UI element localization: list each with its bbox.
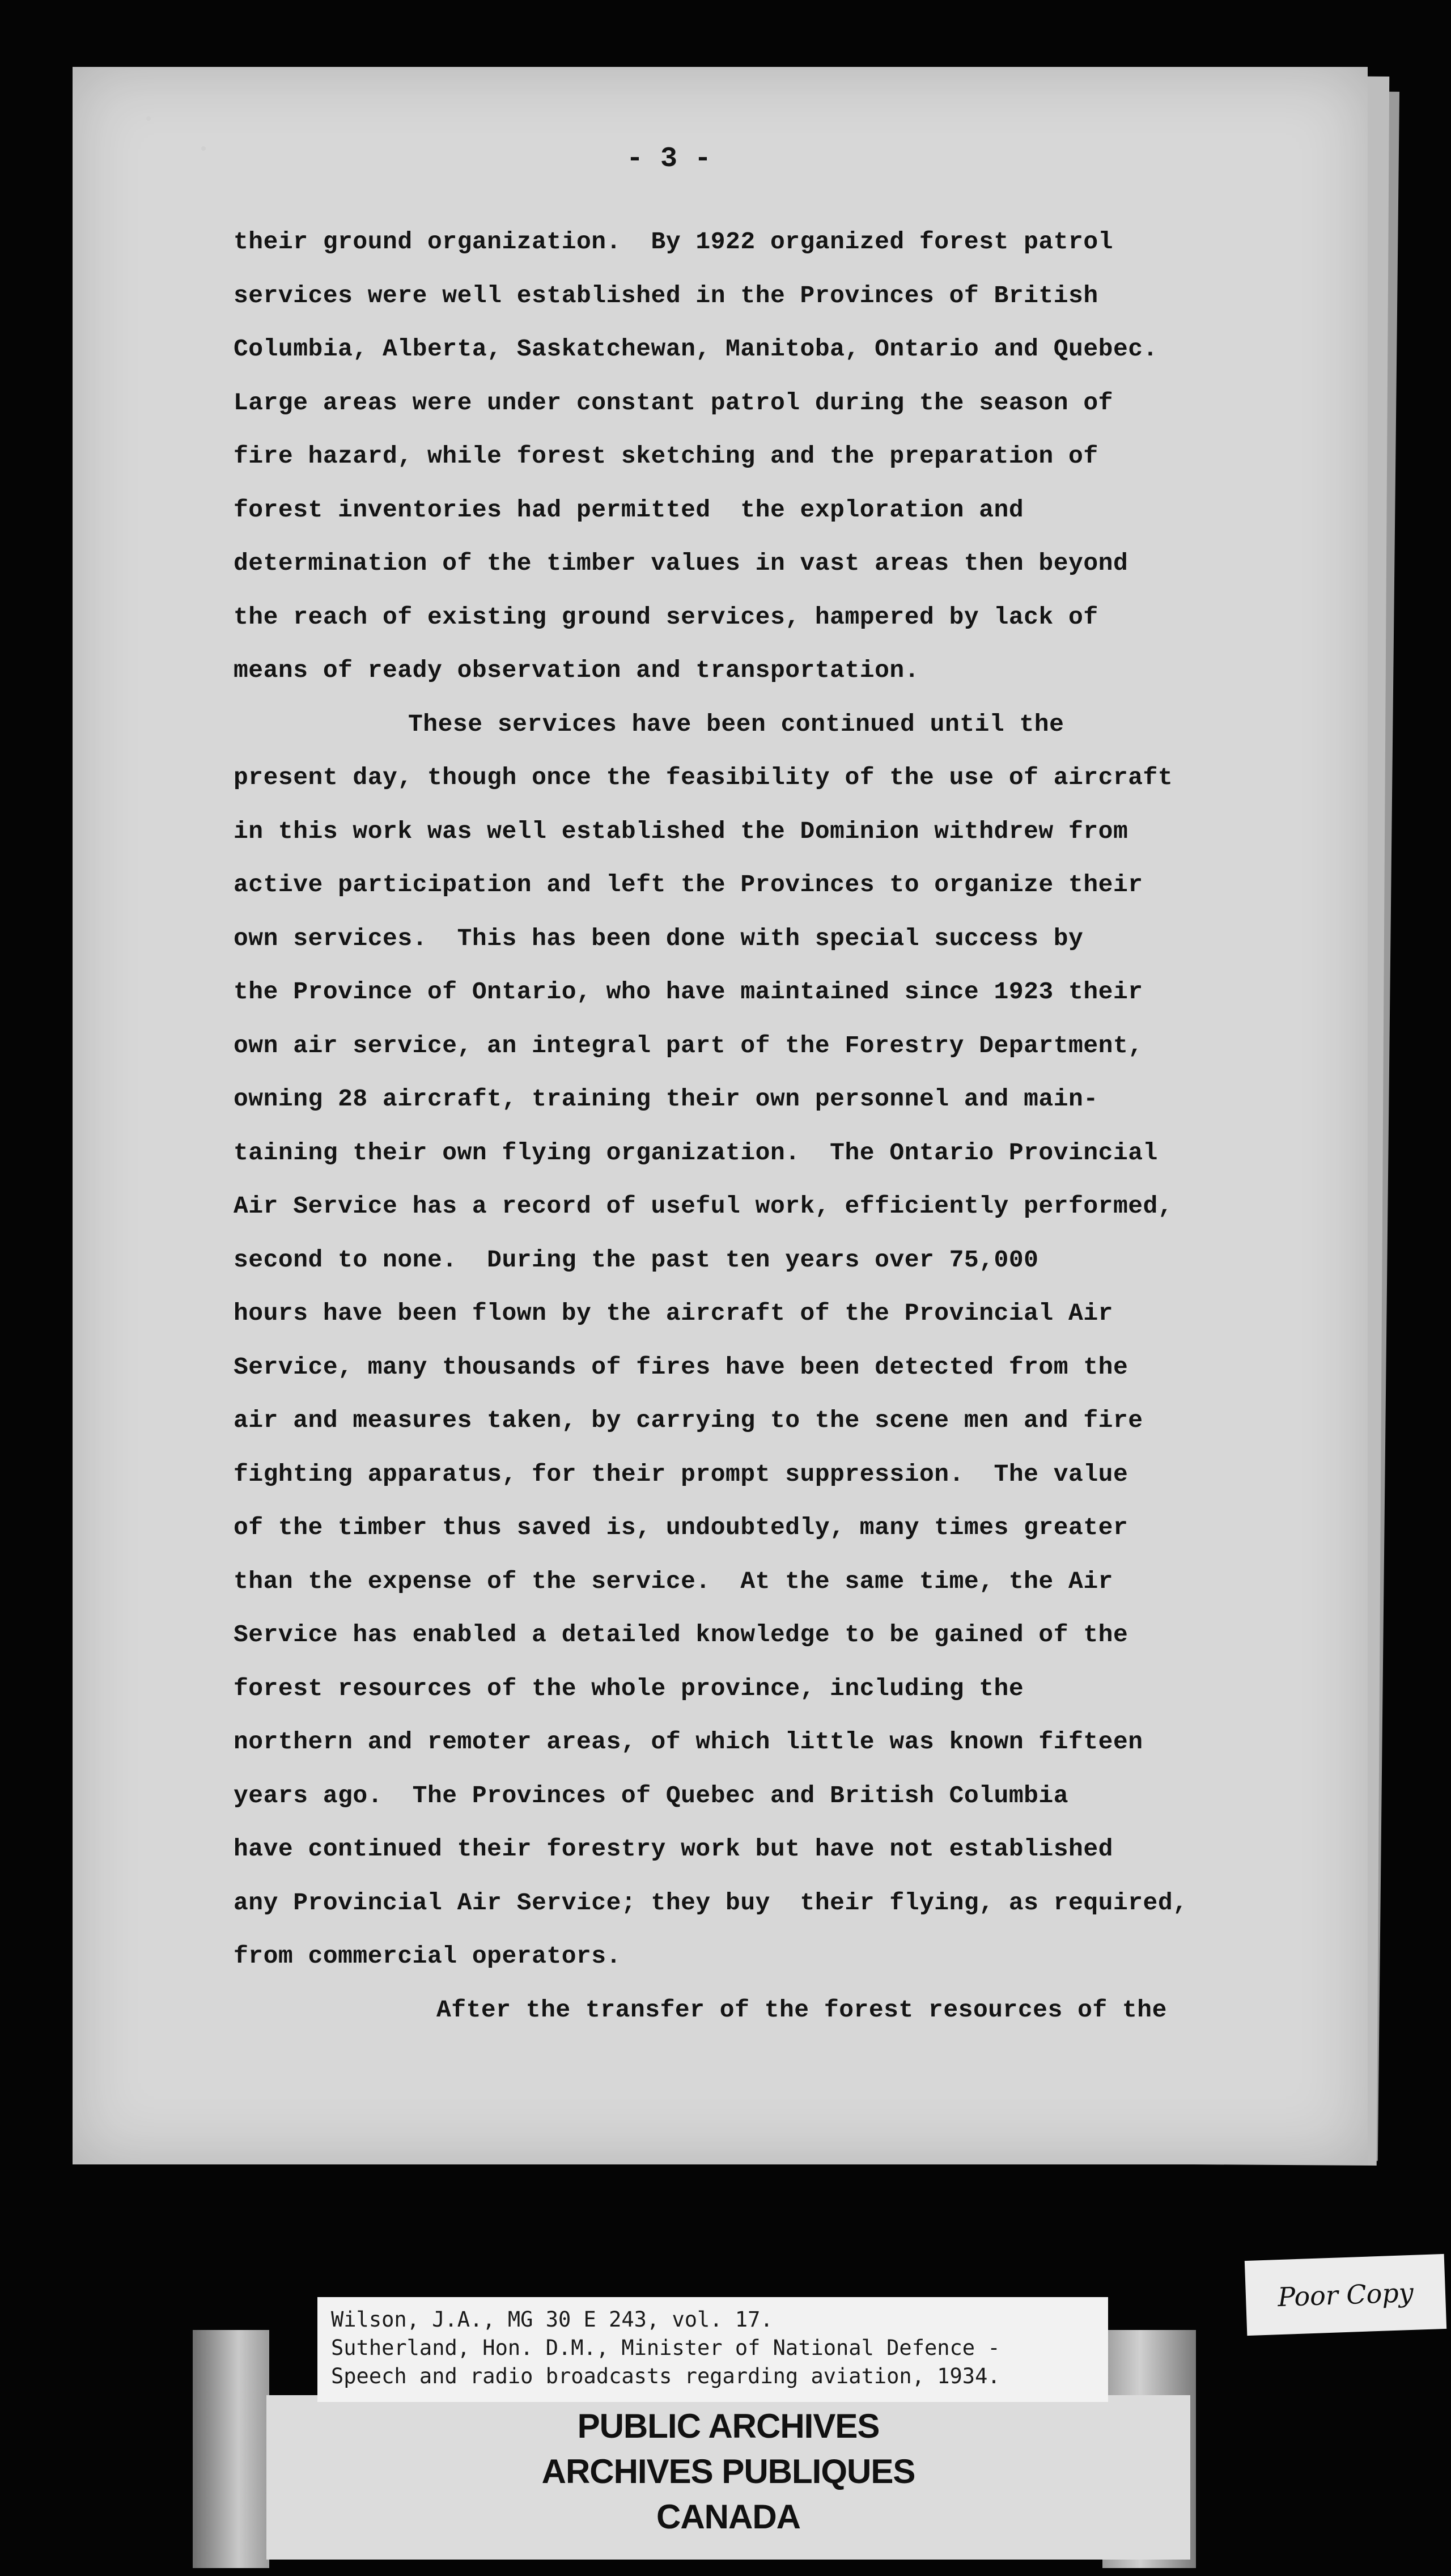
text-line: These services have been continued until the: [408, 710, 1064, 738]
stamp-line-3: CANADA: [656, 2498, 800, 2536]
text-line: air and measures taken, by carrying to the scene men and fire: [234, 1406, 1143, 1434]
text-line: means of ready observation and transportation.: [234, 656, 919, 684]
text-line: from commercial operators.: [234, 1942, 621, 1970]
label-line-3: Speech and radio broadcasts regarding aviation, 1934.: [331, 2364, 1000, 2388]
text-line: fire hazard, while forest sketching and the preparation of: [234, 442, 1098, 470]
text-line: hours have been flown by the aircraft of the Provincial Air: [234, 1299, 1113, 1327]
text-line: After the transfer of the forest resources of the: [436, 1995, 1167, 2024]
text-line: forest inventories had permitted the exploration and: [234, 495, 1024, 524]
text-line: years ago. The Provinces of Quebec and British Columbia: [234, 1781, 1069, 1810]
text-line: present day, though once the feasibility of the use of aircraft: [234, 764, 1173, 791]
binder-clip-left: [193, 2330, 269, 2568]
archive-stamp: [266, 2395, 1190, 2560]
text-line: active participation and left the Provinces to organize their: [234, 871, 1143, 899]
label-line-2: Sutherland, Hon. D.M., Minister of National Defence -: [331, 2336, 1000, 2360]
text-line: in this work was well established the Dominion withdrew from: [234, 817, 1128, 845]
text-line: than the expense of the service. At the same time, the Air: [234, 1567, 1113, 1595]
poor-copy-note: Poor Copy: [1245, 2254, 1446, 2336]
text-line: have continued their forestry work but have not established: [234, 1835, 1113, 1863]
text-line: Service, many thousands of fires have been detected from the: [234, 1353, 1128, 1381]
label-line-1: Wilson, J.A., MG 30 E 243, vol. 17.: [331, 2307, 773, 2332]
stamp-line-1: PUBLIC ARCHIVES: [577, 2407, 880, 2445]
archive-reference-label: [317, 2297, 1108, 2402]
speck-mark: [146, 116, 151, 121]
text-line: northern and remoter areas, of which little was known fifteen: [234, 1728, 1143, 1756]
text-line: services were well established in the Provinces of British: [234, 281, 1098, 310]
text-line: Service has enabled a detailed knowledge to be gained of the: [234, 1621, 1128, 1649]
text-line: own air service, an integral part of the Forestry Department,: [234, 1031, 1143, 1060]
stamp-line-2: ARCHIVES PUBLIQUES: [541, 2452, 915, 2490]
text-line: owning 28 aircraft, training their own personnel and main-: [234, 1085, 1098, 1113]
text-line: Large areas were under constant patrol during the season of: [234, 388, 1113, 417]
text-line: taining their own flying organization. The Ontario Provincial: [234, 1138, 1158, 1167]
text-line: the Province of Ontario, who have maintained since 1923 their: [234, 978, 1143, 1006]
text-line: any Provincial Air Service; they buy their flying, as required,: [234, 1888, 1188, 1917]
text-line: fighting apparatus, for their prompt suppression. The value: [234, 1460, 1128, 1488]
text-line: second to none. During the past ten years over 75,000: [234, 1245, 1039, 1274]
text-line: of the timber thus saved is, undoubtedly, many times greater: [234, 1514, 1128, 1541]
text-line: their ground organization. By 1922 organized forest patrol: [234, 228, 1113, 256]
text-line: forest resources of the whole province, including the: [234, 1674, 1024, 1702]
text-line: the reach of existing ground services, hampered by lack of: [234, 603, 1098, 631]
text-line: determination of the timber values in vast areas then beyond: [234, 549, 1128, 577]
text-line: own services. This has been done with special success by: [234, 924, 1084, 952]
speck-mark: [201, 146, 206, 151]
text-line: Columbia, Alberta, Saskatchewan, Manitoba, Ontario and Quebec.: [234, 335, 1158, 363]
text-line: Air Service has a record of useful work, efficiently performed,: [234, 1192, 1173, 1220]
page-number: - 3 -: [626, 143, 712, 175]
